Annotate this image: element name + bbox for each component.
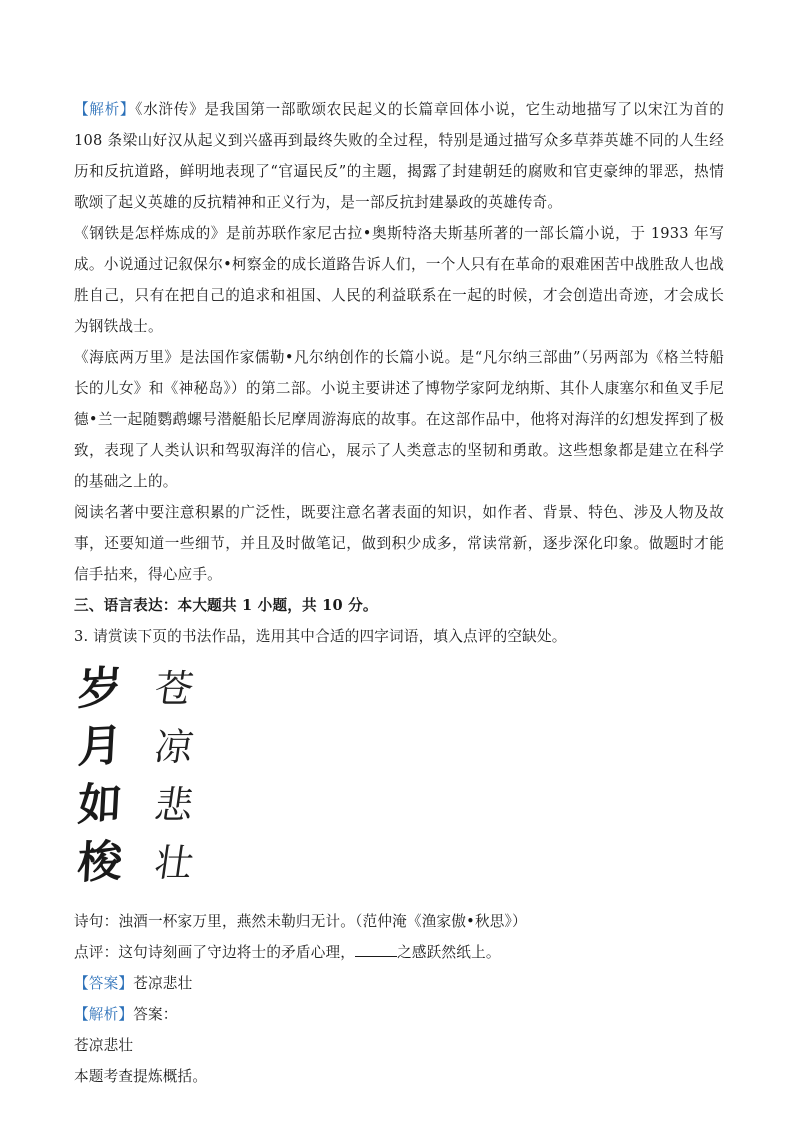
analysis-tag: 【解析】: [74, 101, 136, 118]
analysis-line: [74, 999, 724, 1030]
calligraphy-char: 苍: [151, 667, 197, 711]
comment-prefix: 点评：这句诗刻画了守边将士的矛盾心理，: [74, 944, 356, 961]
calligraphy-char: 凉: [151, 725, 197, 769]
answer-value: 苍凉悲壮: [133, 975, 193, 992]
paragraph-text: 《水浒传》是我国第一部歌颂农民起义的长篇章回体小说，它生动地描写了以宋江为首的 108 条梁山好汉从起义到兴盛再到最终失败的全过程，特别是通过描写众多草莽英雄不同的人生经历和反抗道路，鲜明地表现了“官逼民反”的主题，揭露了封建朝廷的腐败和官吏豪绅的罪恶，热情歌颂了起义英雄的反抗精神和正义行为，是一部反抗封建暴政的英雄传奇。: [74, 101, 724, 211]
calligraphy-char: 梭: [76, 835, 124, 890]
calligraphy-column-left: [74, 660, 126, 892]
calligraphy-char: 壮: [151, 841, 197, 885]
analysis-paragraph-shuihu: [74, 94, 724, 218]
paragraph-haidi: 《海底两万里》是法国作家儒勒•凡尔纳创作的长篇小说。是“凡尔纳三部曲”（另两部为《格兰特船长的儿女》和《神秘岛》）的第二部。小说主要讲述了博物学家阿龙纳斯、其仆人康塞尔和鱼叉手尼德•兰一起随鹦鹉螺号潜艇船长尼摩周游海底的故事。在这部作品中，他将对海洋的幻想发挥到了极致，表现了人类认识和驾驭海洋的信心，展示了人类意志的坚韧和勇敢。这些想象都是建立在科学的基础之上的。: [74, 349, 724, 490]
poem-line: 诗句：浊酒一杯家万里，燕然未勒归无计。（范仲淹《渔家傲•秋思》）: [74, 913, 527, 930]
analysis-tag: 【解析】: [74, 1006, 134, 1023]
final-line: 本题考查提炼概括。: [74, 1068, 208, 1085]
analysis-text: 答案：: [133, 1006, 178, 1023]
paragraph-reading-advice: 阅读名著中要注意积累的广泛性，既要注意名著表面的知识，如作者、背景、特色、涉及人物及故事，还要知道一些细节，并且及时做笔记，做到积少成多，常读常新，逐步深化印象。做题时才能信手拈来，得心应手。: [74, 504, 724, 583]
question-text: 3. 请赏读下页的书法作品，选用其中合适的四字词语，填入点评的空缺处。: [74, 628, 567, 645]
comment-line: [74, 937, 724, 968]
section-heading: 三、语言表达：本大题共 1 小题，共 10 分。: [74, 597, 378, 614]
calligraphy-char: 如: [76, 777, 124, 832]
calligraphy-char: 岁: [76, 661, 124, 716]
blank-line: [355, 940, 397, 957]
comment-suffix: 之感跃然纸上。: [397, 944, 501, 961]
answer-repeat: 苍凉悲壮: [74, 1037, 134, 1054]
calligraphy-char: 悲: [151, 783, 197, 827]
calligraphy-column-right: [148, 660, 200, 892]
calligraphy-char: 月: [76, 719, 124, 774]
paragraph-gangtie: 《钢铁是怎样炼成的》是前苏联作家尼古拉•奥斯特洛夫斯基所著的一部长篇小说，于 1933 年写成。小说通过记叙保尔•柯察金的成长道路告诉人们，一个人只有在革命的艰难困苦中战胜敌人也战胜自己，只有在把自己的追求和祖国、人民的利益联系在一起的时候，才会创造出奇迹，才会成长为钢铁战士。: [74, 225, 724, 335]
calligraphy-image: [74, 660, 224, 898]
answer-line: [74, 968, 724, 999]
answer-tag: 【答案】: [74, 975, 134, 992]
document-page: [74, 94, 724, 1092]
